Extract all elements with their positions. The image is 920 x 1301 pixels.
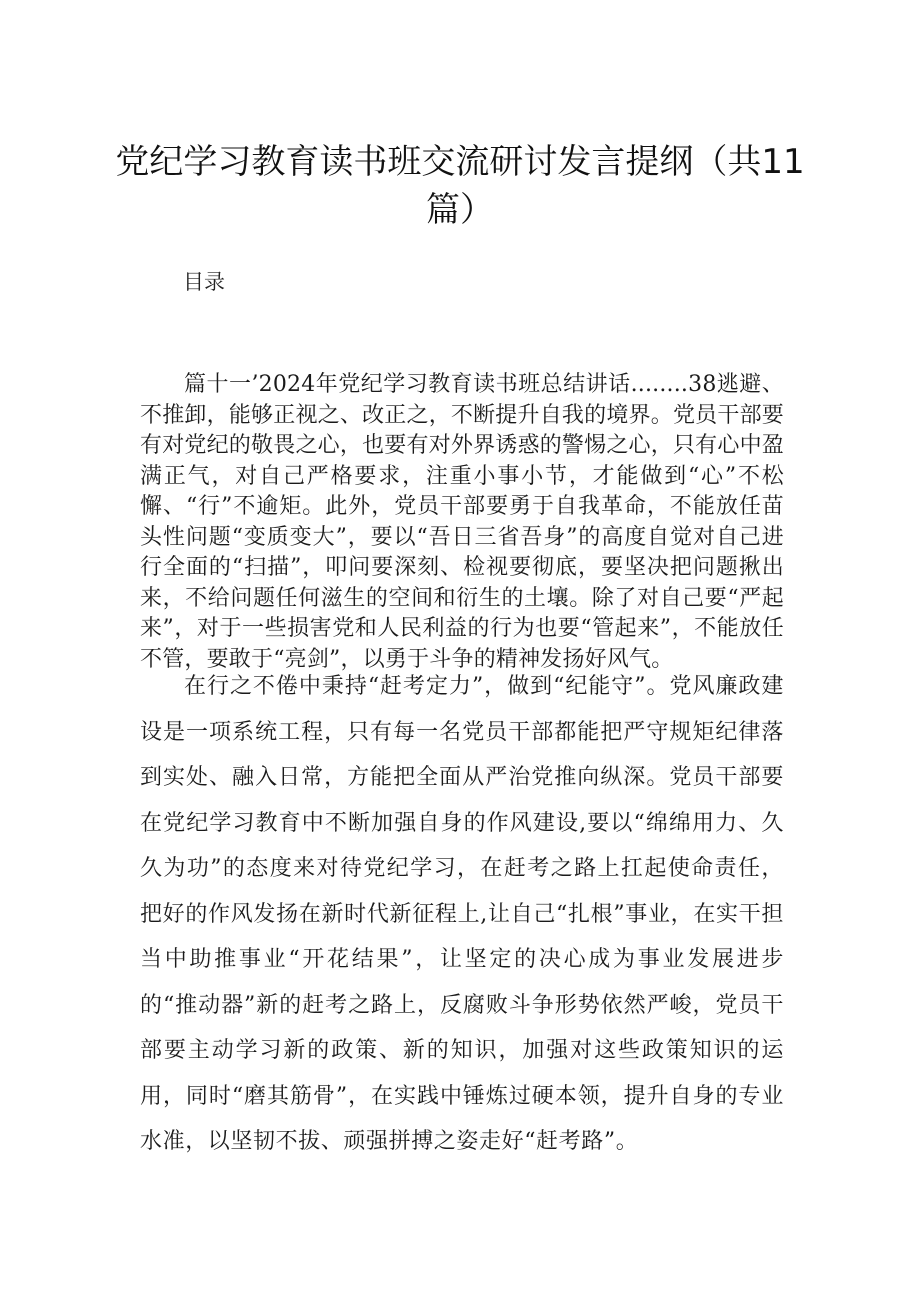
body-paragraph-1: 篇十一’2024年党纪学习教育读书班总结讲话........38逃避、不推卸，能够正视之、改正之，不断提升自我的境界。党员干部要有对党纪的敬畏之心，也要有对外界诱惑的警惕之心，只有心中盈满正气，对自己严格要求，注重小事小节，才能做到“心”不松懈、“行”不逾矩。此外，党员干部要勇于自我革命，不能放任苗头性问题“变质变大”，要以“吾日三省吾身”的高度自觉对自己进行全面的“扫描”，叩问要深刻、检视要彻底，要坚决把问题揪出来，不给问题任何滋生的空间和衍生的土壤。除了对自己要“严起来”，对于一些损害党和人民利益的行为也要“管起来”，不能放任不管，要敢于“亮剑”，以勇于斗争的精神发扬好风气。 xyxy=(140,372,784,672)
table-of-contents-label: 目录 xyxy=(183,270,225,294)
body-paragraph-2: 在行之不倦中秉持“赶考定力”，做到“纪能守”。党风廉政建设是一项系统工程，只有每一名党员干部都能把严守规矩纪律落到实处、融入日常，方能把全面从严治党推向纵深。党员干部要在党纪学习教育中不断加强自身的作风建设,要以“绵绵用力、久久为功”的态度来对待党纪学习，在赶考之路上扛起使命责任，把好的作风发扬在新时代新征程上,让自己“扎根”事业，在实干担当中助推事业“开花结果”，让坚定的决心成为事业发展进步的“推动器”新的赶考之路上，反腐败斗争形势依然严峻，党员干部要主动学习新的政策、新的知识，加强对这些政策知识的运用，同时“磨其筋骨”，在实践中锤炼过硬本领，提升自身的专业水准，以坚韧不拔、顽强拼搏之姿走好“赶考路”。 xyxy=(140,674,784,1154)
document-title: 党纪学习教育读书班交流研讨发言提纲（共11篇） xyxy=(115,142,805,230)
